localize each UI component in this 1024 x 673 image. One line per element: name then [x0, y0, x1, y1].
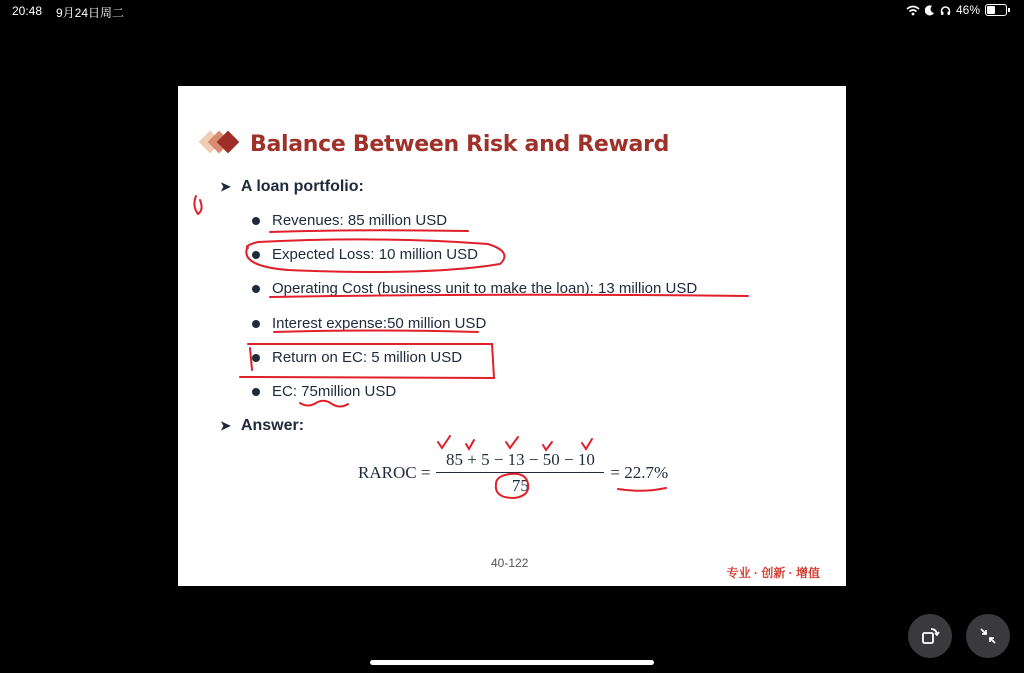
- bullet-text: Revenues: 85 million USD: [272, 212, 448, 229]
- bullet-dot-icon: [252, 354, 260, 362]
- bullet-dot-icon: [252, 320, 260, 328]
- collapse-icon: [977, 625, 999, 647]
- bullet-text: EC: 75million USD: [272, 383, 397, 400]
- bullet-text: Expected Loss: 10 million USD: [272, 246, 478, 263]
- bullet-text: Return on EC: 5 million USD: [272, 349, 463, 366]
- bullet-dot-icon: [252, 388, 260, 396]
- wifi-icon: [906, 5, 920, 16]
- annotation-check-5: [466, 440, 474, 449]
- moon-icon: [925, 5, 935, 16]
- footer-slogan: 专业 · 创新 · 增值: [726, 566, 820, 580]
- formula-fraction: [436, 450, 604, 496]
- battery-cap: [1008, 8, 1010, 12]
- bullet-dot-icon: [252, 217, 260, 225]
- diamond-logo-icon: [196, 124, 246, 164]
- bullet-expected-loss: [252, 246, 478, 263]
- bullet-interest-expense: [252, 315, 486, 332]
- rotate-button[interactable]: [908, 614, 952, 658]
- annotation-check-13: [506, 437, 518, 448]
- section-heading: A loan portfolio:: [240, 178, 364, 195]
- page-number: 40-122: [491, 556, 529, 570]
- annotation-check-85: [438, 436, 450, 448]
- annotation-wave-ec: [300, 401, 348, 407]
- section-heading: Answer:: [240, 417, 305, 434]
- arrow-bullet-icon: ➤: [220, 418, 231, 433]
- formula-denominator: 75: [511, 476, 529, 496]
- collapse-button[interactable]: [966, 614, 1010, 658]
- formula-lhs: RAROC =: [358, 463, 431, 483]
- annotation-check-50: [543, 442, 552, 450]
- section-answer: [220, 417, 304, 435]
- status-indicators: [906, 3, 1010, 17]
- section-loan-portfolio: [220, 178, 364, 196]
- bullet-ec: [252, 383, 396, 400]
- arrow-bullet-icon: ➤: [220, 179, 231, 194]
- status-time: 20:48: [12, 4, 43, 18]
- annotation-underline-revenues: [270, 230, 468, 232]
- battery-percent: 46%: [955, 3, 980, 17]
- status-date: 9月24日周二: [56, 6, 125, 20]
- raroc-formula: [358, 450, 668, 496]
- annotation-check-10: [582, 439, 592, 449]
- rotate-icon: [919, 625, 941, 647]
- formula-result: = 22.7%: [610, 463, 669, 483]
- bullet-operating-cost: [252, 280, 697, 297]
- home-indicator[interactable]: [370, 660, 654, 665]
- slide-title: Balance Between Risk and Reward: [250, 131, 670, 157]
- formula-numerator: 85 + 5 − 13 − 50 − 10: [445, 450, 595, 469]
- annotation-mark-1: [194, 196, 201, 214]
- bullet-dot-icon: [252, 285, 260, 293]
- headphones-icon: [940, 5, 951, 16]
- bullet-dot-icon: [252, 251, 260, 259]
- bullet-return-on-ec: [252, 349, 462, 366]
- battery-icon: [985, 4, 1007, 16]
- bullet-revenues: [252, 212, 447, 229]
- bullet-text: Interest expense:50 million USD: [272, 315, 487, 332]
- bullet-text: Operating Cost (business unit to make the loan): 13 million USD: [272, 280, 698, 297]
- slide: [178, 86, 846, 586]
- title-row: [196, 124, 669, 164]
- status-bar: [0, 0, 1024, 24]
